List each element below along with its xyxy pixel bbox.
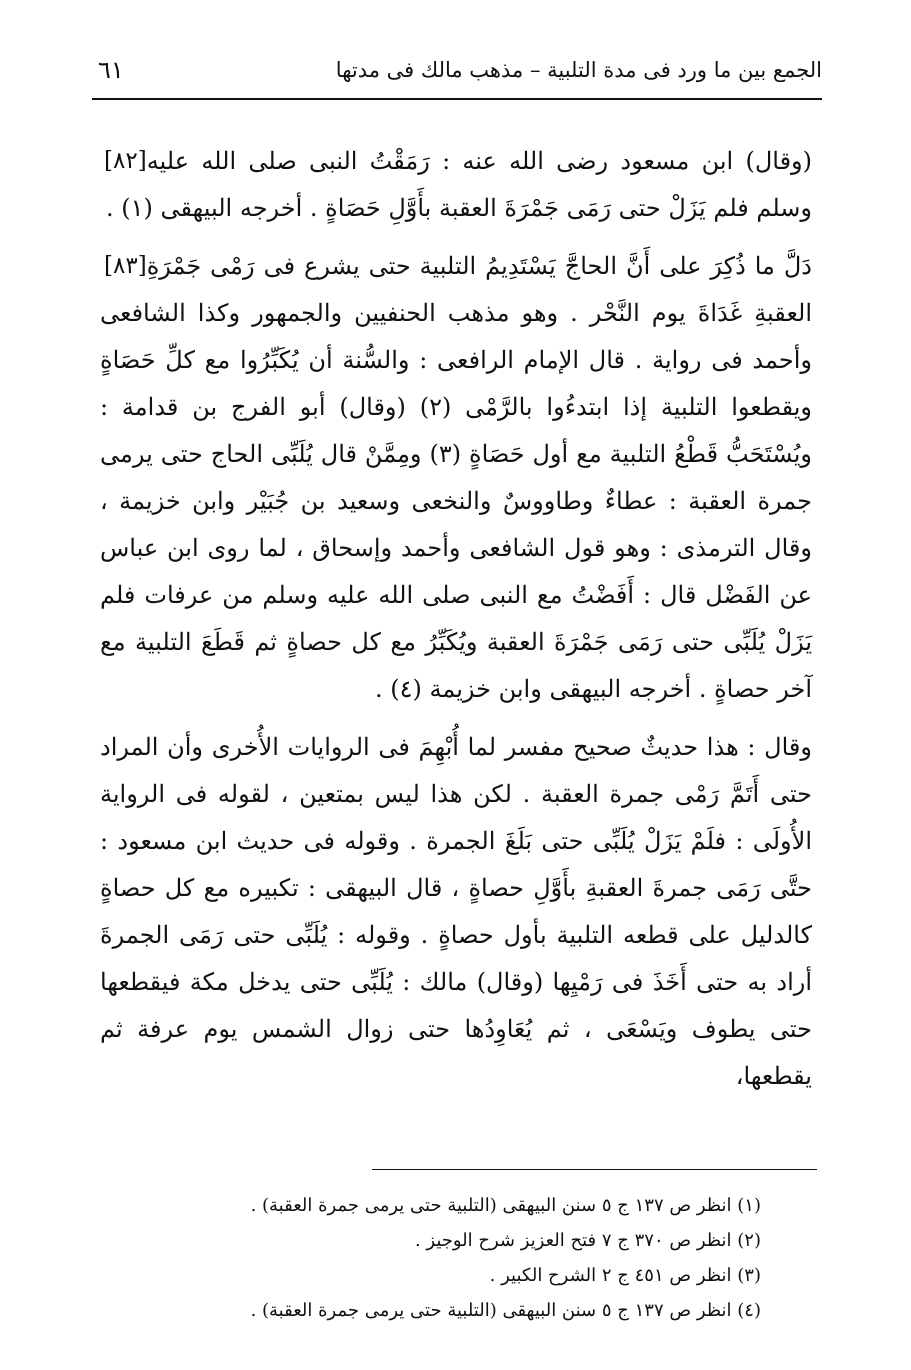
running-header	[92, 52, 822, 94]
paragraph-text: وقال : هذا حديثٌ صحيح مفسر لما أُبْهِمَ فى الروايات الأُخرى وأن المراد حتى أَتَمَّ رَمْى جمرة العقبة . لكن هذا ليس بمتعين ، لقوله فى الرواية الأُولَى : فلَمْ يَزَلْ يُلَبِّى حتى بَلَغَ الجمرة . وقوله فى حديث ابن مسعود : حتَّى رَمَى جمرةَ العقبةِ بأَوَّلِ حصاةٍ ، قال البيهقى : تكبيره مع كل حصاةٍ كالدليل على قطعه التلبية بأول حصاةٍ . وقوله : يُلَبِّى حتى رَمَى الجمرةَ أراد به حتى أَخَذَ فى رَمْيِها (وقال) مالك : يُلَبِّى حتى يدخل مكة فيقطعها حتى يطوف ويَسْعَى ، ثم يُعَاوِدُها حتى زوال الشمس يوم عرفة ثم يقطعها،	[100, 733, 813, 1090]
paragraph-3	[100, 724, 812, 1100]
page-number: ٦١	[98, 56, 124, 84]
header-rule	[92, 98, 822, 100]
footnotes	[141, 1188, 761, 1328]
footnote-2: (٢) انظر ص ٣٧٠ ج ٧ فتح العزيز شرح الوجيز .	[414, 1230, 761, 1251]
body-text	[100, 138, 812, 1100]
footnote-1: (١) انظر ص ١٣٧ ج ٥ سنن البيهقى (التلبية حتى يرمى جمرة العقبة) .	[250, 1195, 761, 1216]
reference-number: [٨٢]	[104, 148, 147, 174]
paragraph-2	[100, 243, 812, 713]
paragraph-1	[100, 138, 812, 232]
footnote-4: (٤) انظر ص ١٣٧ ج ٥ سنن البيهقى (التلبية حتى يرمى جمرة العقبة) .	[250, 1300, 761, 1321]
footnote-rule	[372, 1169, 817, 1170]
footnote-3: (٣) انظر ص ٤٥١ ج ٢ الشرح الكبير .	[489, 1265, 761, 1286]
paragraph-text: (وقال) ابن مسعود رضى الله عنه : رَمَقْتُ النبى صلى الله عليه وسلم فلم يَزَلْ حتى رَمَى جَمْرَةَ العقبة بأَوَّلِ حَصَاةٍ . أخرجه البيهقى (١) .	[106, 147, 812, 222]
paragraph-text: دَلَّ ما ذُكِرَ على أَنَّ الحاجَّ يَسْتَدِيمُ التلبية حتى يشرع فى رَمْى جَمْرَةِ العقبةِ غَدَاةَ يوم النَّحْر . وهو مذهب الحنفيين والجمهور وكذا الشافعى وأحمد فى رواية . قال الإمام الرافعى : والسُّنة أن يُكَبِّرُوا مع كلِّ حَصَاةٍ ويقطعوا التلبية إذا ابتدءُوا بالرَّمْى (٢) (وقال) أبو الفرج بن قدامة : ويُسْتَحَبُّ قَطْعُ التلبية مع أول حَصَاةٍ (٣) ومِمَّنْ قال يُلَبِّى الحاج حتى يرمى جمرة العقبة : عطاءٌ وطاووسٌ والنخعى وسعيد بن جُبَيْر وابن خزيمة ، وقال الترمذى : وهو قول الشافعى وأحمد وإسحاق ، لما روى ابن عباس عن الفَضْل قال : أَفَضْتُ مع النبى صلى الله عليه وسلم من عرفات فلم يَزَلْ يُلَبِّى حتى رَمَى جَمْرَةَ العقبة ويُكَبِّرُ مع كل حصاةٍ ثم قَطَعَ التلبية مع آخر حصاةٍ . أخرجه البيهقى وابن خزيمة (٤) .	[100, 252, 813, 703]
running-title: الجمع بين ما ورد فى مدة التلبية – مذهب مالك فى مدتها	[335, 58, 822, 82]
reference-number: [٨٣]	[104, 253, 147, 279]
